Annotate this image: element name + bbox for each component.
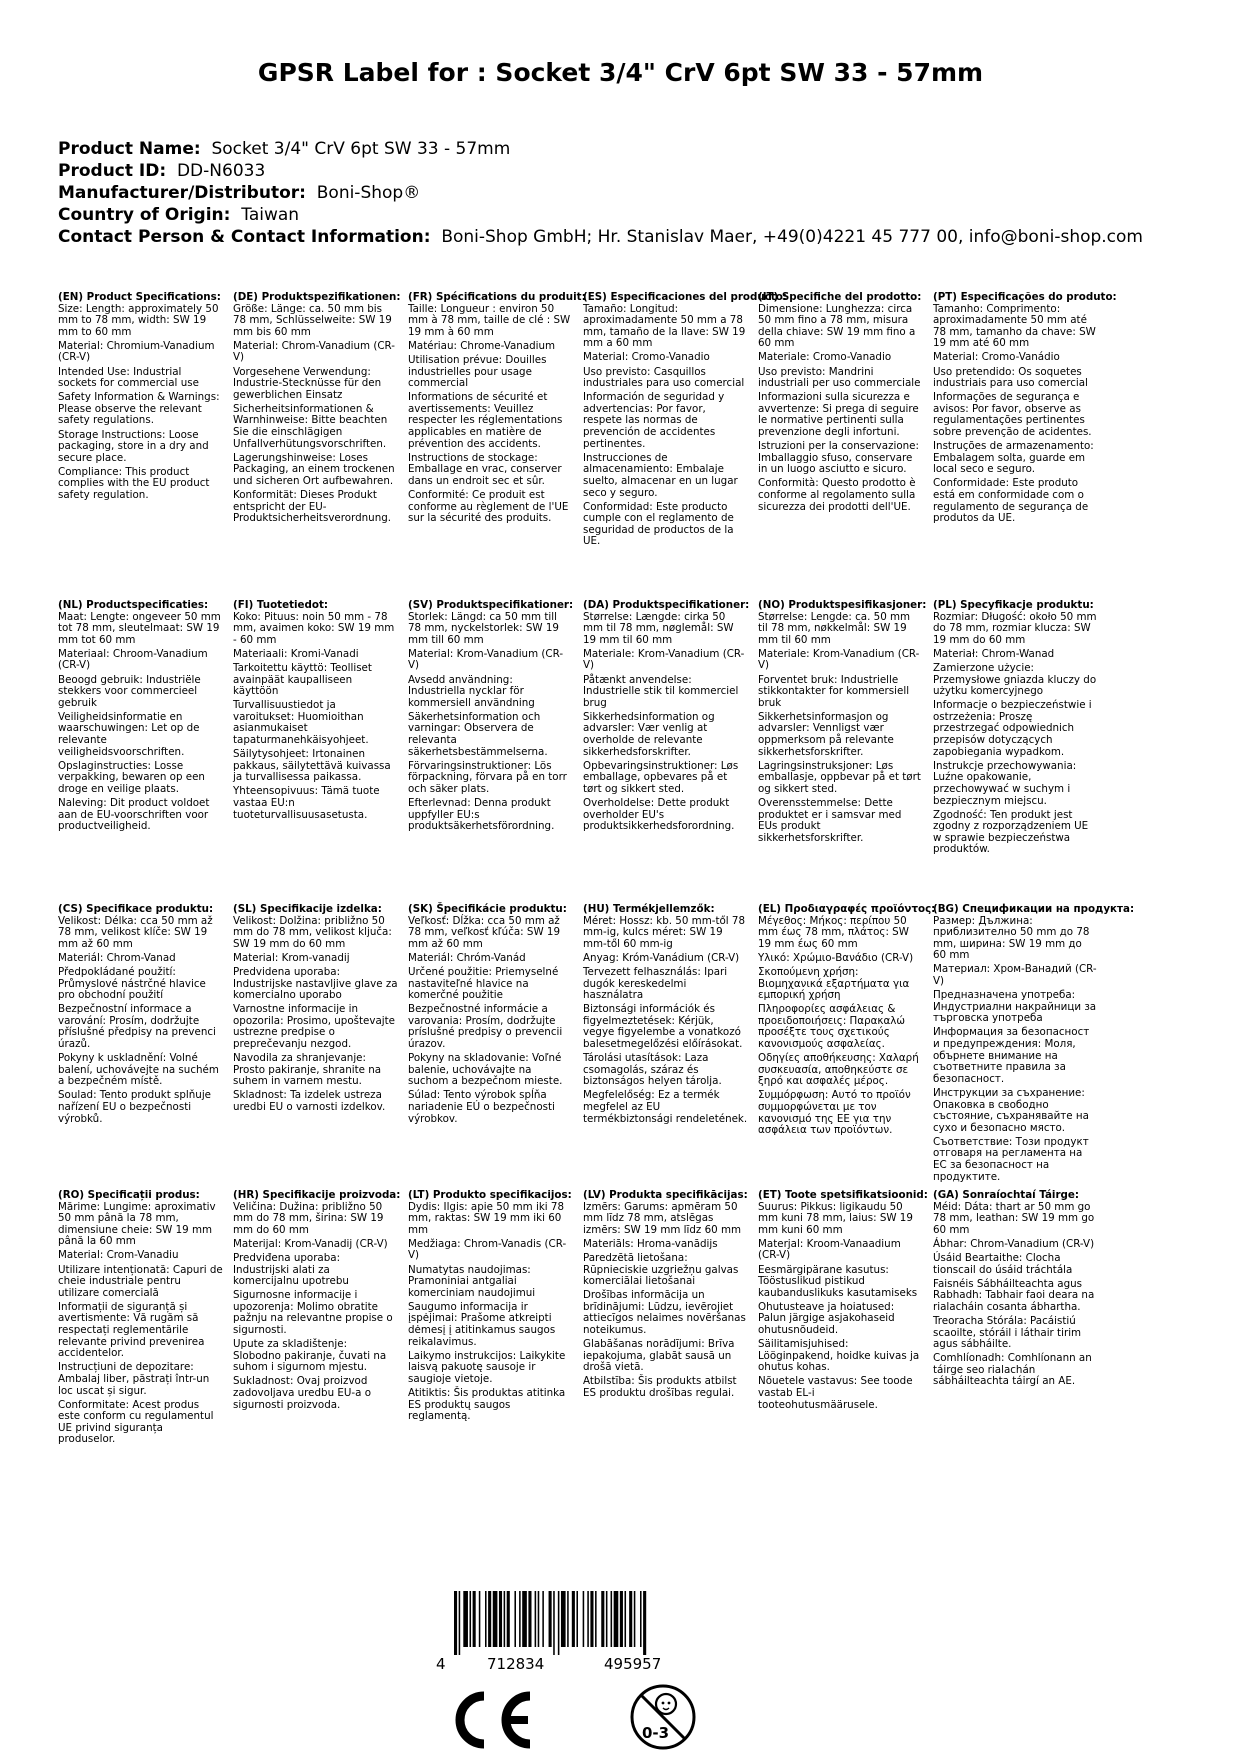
spec-paragraph: Paredzētā lietošana: Rūpnieciskie uzgriežņu galvas komerciālai lietošanai: [583, 1251, 739, 1288]
spec-paragraph: Sikkerhedsinformation og advarsler: Vær venlig at overholde de relevante sikkerhedsforskrifter.: [583, 710, 715, 758]
spec-paragraph: Informacje o bezpieczeństwie i ostrzeżenia: Proszę przestrzegać odpowiednich przepisów dotyczących zapobiegania wypadkom.: [933, 699, 1092, 758]
spec-heading: (ES) Especificaciones del producto:: [583, 291, 787, 303]
barcode-bar: [561, 1591, 566, 1647]
spec-paragraph: Sikkerhetsinformasjon og advarsler: Vennligst vær oppmerksom på relevante sikkerhetsforskrifter.: [758, 710, 894, 758]
barcode-bar: [514, 1591, 516, 1647]
barcode-digit-first: 4: [436, 1655, 446, 1671]
spec-paragraph: Σκοπούμενη χρήση: Βιομηχανικά εξαρτήματα για εμπορική χρήση: [758, 965, 910, 1002]
spec-paragraph: Varnostne informacije in opozorila: Prosimo, upoštevajte ustrezne predpise o preprečevanju nezgod.: [233, 1003, 396, 1051]
spec-paragraph: Materiale: Cromo-Vanadio: [758, 351, 892, 364]
spec-paragraph: Utilizare intenționată: Capuri de cheie industriale pentru utilizare comercială: [58, 1263, 223, 1299]
barcode-bar: [528, 1591, 531, 1647]
spec-paragraph: Materiał: Chrom-Wanad: [933, 647, 1055, 660]
spec-paragraph: Förvaringsinstruktioner: Lös förpackning, förvara på en torr och säker plats.: [408, 759, 567, 795]
barcode-bar: [549, 1591, 552, 1647]
spec-heading: (NL) Productspecificaties:: [58, 599, 209, 611]
info-value: Boni-Shop GmbH; Hr. Stanislav Maer, +49(0)4221 45 777 00, info@boni-shop.com: [441, 227, 1143, 247]
spec-paragraph: Tamanho: Comprimento: aproximadamente 50 mm até 78 mm, tamanho da chave: SW 19 mm até 60 mm: [933, 302, 1096, 350]
spec-paragraph: Lagerungshinweise: Loses Packaging, an einem trockenen und sicheren Ort aufbewahren.: [233, 451, 395, 487]
spec-column: [58, 904, 223, 1128]
spec-paragraph: Veličina: Dužina: približno 50 mm do 78 mm, širina: SW 19 mm do 60 mm: [233, 1200, 384, 1236]
spec-heading: (LV) Produkta specifikācijas:: [583, 1189, 748, 1201]
spec-paragraph: Efterlevnad: Denna produkt uppfyller EU:s produktsäkerhetsförordning.: [408, 797, 555, 833]
spec-paragraph: Informations de sécurité et avertissements: Veuillez respecter les réglementations applicables en matière de prévention des accidents.: [408, 391, 563, 450]
spec-column: [408, 291, 586, 527]
spec-paragraph: Materijal: Krom-Vanadij (CR-V): [233, 1237, 388, 1250]
spec-paragraph: Comhlíonadh: Comhlíonann an táirge seo rialachán sábháilteachta táirgí an AE.: [933, 1352, 1092, 1388]
spec-paragraph: Overholdelse: Dette produkt overholder EU's produktsikkerhedsforordning.: [583, 797, 735, 833]
spec-paragraph: Instrukcje przechowywania: Luźne opakowanie, przechowywać w suchym i bezpiecznym miejscu.: [933, 759, 1077, 807]
spec-paragraph: Utilisation prévue: Douilles industrielles pour usage commercial: [408, 353, 547, 390]
spec-paragraph: Veľkosť: Dĺžka: cca 50 mm až 78 mm, veľkosť kľúča: SW 19 mm až 60 mm: [408, 914, 560, 950]
spec-paragraph: Yhteensopivuus: Tämä tuote vastaa EU:n tuoteturvallisuusasetusta.: [233, 785, 380, 821]
barcode-bar: [459, 1591, 461, 1655]
barcode-bar: [601, 1591, 604, 1647]
spec-paragraph: Intended Use: Industrial sockets for commercial use: [58, 365, 199, 390]
spec-heading: (ET) Toote spetsifikatsioonid:: [758, 1189, 928, 1201]
spec-paragraph: Atbilstība: Šis produkts atbilst ES produktu drošības regulai.: [583, 1375, 737, 1399]
spec-paragraph: Materiāls: Hroma-vanādijs: [583, 1237, 718, 1250]
spec-row: [58, 904, 1238, 1184]
spec-paragraph: Säilitamisjuhised: Lööginpakend, hoidke kuivas ja ohutus kohas.: [758, 1338, 920, 1374]
spec-paragraph: Zamierzone użycie: Przemysłowe gniazda kluczy do użytku komercyjnego: [933, 661, 1097, 698]
spec-paragraph: Drošības informācija un brīdinājumi: Lūdzu, ievērojiet attiecīgos nelaimes novēršanas noteikumus.: [583, 1289, 746, 1337]
spec-heading: (SL) Specifikacije izdelka:: [233, 903, 382, 915]
spec-paragraph: Skladnost: Ta izdelek ustreza uredbi EU o varnosti izdelkov.: [233, 1089, 386, 1113]
barcode-bar: [522, 1591, 527, 1647]
spec-paragraph: Opbevaringsinstruktioner: Løs emballage, opbevares på et tørt og sikkert sted.: [583, 759, 739, 795]
spec-heading: (DE) Produktspezifikationen:: [233, 291, 401, 303]
spec-paragraph: Uso previsto: Casquillos industriales para uso comercial: [583, 365, 745, 390]
info-label: Product Name:: [58, 139, 201, 159]
info-value: Socket 3/4" CrV 6pt SW 33 - 57mm: [211, 139, 511, 159]
barcode-bar: [558, 1591, 560, 1655]
spec-paragraph: Méid: Dáta: thart ar 50 mm go 78 mm, leathan: SW 19 mm go 60 mm: [933, 1200, 1095, 1236]
spec-paragraph: Saugumo informacija ir įspėjimai: Prašome atkreipti dėmesį į atitinkamus saugos reikalavimus.: [408, 1300, 556, 1348]
spec-heading: (LT) Produkto specifikacijos:: [408, 1189, 572, 1201]
spec-paragraph: Avsedd användning: Industriella nycklar för kommersiell användning: [408, 673, 535, 709]
spec-column: [583, 600, 748, 835]
spec-column: [233, 1189, 401, 1414]
spec-paragraph: Size: Length: approximately 50 mm to 78 mm, width: SW 19 mm to 60 mm: [58, 302, 219, 338]
barcode-bar: [634, 1591, 636, 1647]
spec-heading: (EL) Προδιαγραφές προϊόντος:: [758, 903, 936, 915]
spec-paragraph: Predvidena uporaba: Industrijske nastavljive glave za komercialno uporabo: [233, 965, 398, 1002]
spec-paragraph: Material: Krom-Vanadium (CR-V): [408, 647, 564, 672]
info-label: Contact Person & Contact Information:: [58, 227, 431, 247]
barcode-bar: [499, 1591, 502, 1647]
spec-paragraph: Påtænkt anvendelse: Industrielle stik til kommerciel brug: [583, 673, 739, 709]
spec-paragraph: Tarkoitettu käyttö: Teolliset avainpäät kaupalliseen käyttöön: [233, 661, 372, 698]
spec-heading: (PT) Especificações do produto:: [933, 291, 1117, 303]
spec-heading: (PL) Specyfikacje produktu:: [933, 599, 1094, 611]
spec-paragraph: Rozmiar: Długość: około 50 mm do 78 mm, rozmiar klucza: SW 19 mm do 60 mm: [933, 610, 1097, 646]
spec-paragraph: Velikost: Dolžina: približno 50 mm do 78 mm, velikost ključa: SW 19 mm do 60 mm: [233, 914, 392, 950]
spec-paragraph: Předpokládané použití: Průmyslové nástrčné hlavice pro obchodní použití: [58, 965, 206, 1002]
spec-column: [583, 291, 787, 550]
spec-paragraph: Υλικό: Χρώμιο-Βανάδιο (CR-V): [758, 951, 914, 964]
spec-paragraph: Koko: Pituus: noin 50 mm - 78 mm, avaimen koko: SW 19 mm - 60 mm: [233, 610, 395, 646]
spec-paragraph: Материал: Хром-Ванадий (CR-V): [933, 963, 1097, 988]
spec-paragraph: Informazioni sulla sicurezza e avvertenze: Si prega di seguire le normative pertinenti sulla prevenzione degli infortuni.: [758, 391, 919, 439]
spec-paragraph: Tervezett felhasználás: Ipari dugók kereskedelmi használatra: [583, 965, 728, 1002]
spec-paragraph: Μέγεθος: Μήκος: περίπου 50 mm έως 78 mm, πλάτος: SW 19 mm έως 60 mm: [758, 914, 909, 950]
spec-column: [933, 1190, 1098, 1391]
barcode-bar: [640, 1591, 642, 1647]
spec-column: [933, 600, 1098, 858]
spec-paragraph: Storage Instructions: Loose packaging, store in a dry and secure place.: [58, 428, 209, 464]
spec-paragraph: Tamaño: Longitud: aproximadamente 50 mm a 78 mm, tamaño de la llave: SW 19 mm a 60 mm: [583, 302, 746, 350]
info-value: Taiwan: [241, 205, 300, 225]
page-title: GPSR Label for : Socket 3/4" CrV 6pt SW 33 - 57mm: [257, 58, 984, 87]
spec-paragraph: Uso previsto: Mandrini industriali per uso commerciale: [758, 365, 921, 390]
spec-paragraph: Dydis: Ilgis: apie 50 mm iki 78 mm, raktas: SW 19 mm iki 60 mm: [408, 1200, 565, 1236]
spec-heading: (EN) Product Specifications:: [58, 291, 221, 303]
spec-row: [58, 292, 1238, 592]
spec-paragraph: Tárolási utasítások: Laza csomagolás, száraz és biztonságos helyen tárolja.: [583, 1052, 722, 1088]
spec-column: [583, 904, 748, 1128]
spec-paragraph: Größe: Länge: ca. 50 mm bis 78 mm, Schlüsselweite: SW 19 mm bis 60 mm: [233, 302, 392, 338]
spec-heading: (FI) Tuotetiedot:: [233, 599, 328, 611]
info-product-id: [58, 160, 1198, 182]
spec-paragraph: Material: Chromium-Vanadium (CR-V): [58, 339, 215, 364]
barcode-bar: [542, 1591, 544, 1647]
spec-paragraph: Ohutusteave ja hoiatused: Palun järgige asjakohaseid ohutusnõudeid.: [758, 1300, 895, 1337]
spec-paragraph: Размер: Дължина: приблизително 50 mm до 78 mm, ширина: SW 19 mm до 60 mm: [933, 914, 1090, 962]
spec-paragraph: Nõuetele vastavus: See toode vastab EL-i tooteohutusmäärusele.: [758, 1375, 913, 1411]
info-product-name: [58, 138, 1198, 160]
spec-paragraph: Materiaali: Kromi-Vanadi: [233, 647, 359, 660]
spec-heading: (DA) Produktspecifikationer:: [583, 599, 750, 611]
spec-heading: (GA) Sonraíochtaí Táirge:: [933, 1189, 1080, 1201]
spec-paragraph: Predviđena uporaba: Industrijski alati za komercijalnu upotrebu: [233, 1251, 349, 1288]
spec-paragraph: Ábhar: Chrom-Vanadium (CR-V): [933, 1237, 1095, 1250]
barcode-bar: [583, 1591, 585, 1647]
ean-barcode: [432, 1591, 722, 1671]
spec-paragraph: Méret: Hossz: kb. 50 mm-től 78 mm-ig, kulcs méret: SW 19 mm-től 60 mm-ig: [583, 914, 746, 950]
spec-paragraph: Materiale: Krom-Vanadium (CR-V): [758, 647, 920, 672]
spec-paragraph: Informações de segurança e avisos: Por favor, observe as regulamentações pertinentes sobre prevenção de acidentes.: [933, 391, 1092, 439]
spec-paragraph: Úsáid Beartaithe: Clocha tionscail do úsáid tráchtála: [933, 1251, 1073, 1276]
spec-column: [408, 1190, 573, 1425]
spec-paragraph: Предназначена употреба: Индустриални накрайници за търговска употреба: [933, 989, 1097, 1025]
barcode-bar: [485, 1591, 487, 1647]
spec-paragraph: Beoogd gebruik: Industriële stekkers voor commercieel gebruik: [58, 673, 201, 709]
barcode-bar: [470, 1591, 472, 1647]
barcode-bar: [454, 1591, 457, 1655]
spec-paragraph: Uso pretendido: Os soquetes industriais para uso comercial: [933, 365, 1088, 390]
spec-paragraph: Glabāšanas norādījumi: Brīva iepakojuma, glabāt sausā un drošā vietā.: [583, 1338, 735, 1374]
spec-paragraph: Istruzioni per la conservazione: Imballaggio sfuso, conservare in un luogo asciutto e sicuro.: [758, 440, 919, 476]
spec-heading: (HU) Termékjellemzők:: [583, 903, 715, 915]
barcode-bar: [479, 1591, 481, 1647]
barcode-bar: [572, 1591, 575, 1647]
spec-paragraph: Zgodność: Ten produkt jest zgodny z rozporządzeniem UE w sprawie bezpieczeństwa produktów.: [933, 808, 1089, 856]
spec-paragraph: Upute za skladištenje: Slobodno pakiranje, čuvati na suhom i sigurnom mjestu.: [233, 1338, 387, 1374]
spec-heading: (FR) Spécifications du produit:: [408, 291, 586, 303]
spec-column: [408, 600, 573, 835]
spec-paragraph: Materiál: Chrom-Vanad: [58, 951, 176, 964]
spec-paragraph: Vorgesehene Verwendung: Industrie-Stecknüsse für den gewerblichen Einsatz: [233, 365, 382, 401]
spec-paragraph: Safety Information & Warnings: Please observe the relevant safety regulations.: [58, 391, 220, 427]
spec-paragraph: Pokyny k uskladnění: Volné balení, uchovávejte na suchém a bezpečném místě.: [58, 1052, 219, 1088]
spec-paragraph: Eesmärgipärane kasutus: Tööstuslikud pistikud kaubanduslikuks kasutamiseks: [758, 1263, 918, 1299]
spec-paragraph: Velikost: Délka: cca 50 mm až 78 mm, velikost klíče: SW 19 mm až 60 mm: [58, 914, 213, 950]
spec-paragraph: Pokyny na skladovanie: Voľné balenie, uchovávajte na suchom a bezpečnom mieste.: [408, 1052, 563, 1088]
spec-paragraph: Megfelelőség: Ez a termék megfelel az EU termékbiztonsági rendeletének.: [583, 1089, 748, 1125]
barcode-bar: [576, 1591, 578, 1647]
info-country: [58, 204, 1198, 226]
barcode-digits-left: 712834: [487, 1655, 545, 1671]
spec-paragraph: Maat: Lengte: ongeveer 50 mm tot 78 mm, sleutelmaat: SW 19 mm tot 60 mm: [58, 610, 221, 646]
spec-heading: (NO) Produktspesifikasjoner:: [758, 599, 927, 611]
spec-column: [933, 903, 1135, 1186]
spec-paragraph: Conformità: Questo prodotto è conforme al regolamento sulla sicurezza dei prodotti dell'UE.: [758, 477, 916, 513]
spec-paragraph: Οδηγίες αποθήκευσης: Χαλαρή συσκευασία, αποθηκεύστε σε ξηρό και ασφαλές μέρος.: [758, 1052, 919, 1088]
spec-paragraph: Naleving: Dit product voldoet aan de EU-voorschriften voor productveiligheid.: [58, 797, 210, 833]
spec-paragraph: Πληροφορίες ασφάλειας & προειδοποιήσεις: Παρακαλώ προσέξτε τους σχετικούς κανονισμούς ασφαλείας.: [758, 1003, 905, 1051]
spec-paragraph: Materiaal: Chroom-Vanadium (CR-V): [58, 647, 208, 672]
barcode-bar: [538, 1591, 540, 1647]
barcode-bar: [629, 1591, 632, 1647]
spec-paragraph: Bezpečnostní informace a varování: Prosím, dodržujte příslušné předpisy na prevenci úrazů.: [58, 1003, 216, 1051]
not-for-children-0-3-icon: [628, 1682, 698, 1752]
spec-paragraph: Medžiaga: Chrom-Vanadis (CR-V): [408, 1237, 567, 1262]
spec-paragraph: Sicherheitsinformationen & Warnhinweise: Bitte beachten Sie die einschlägigen Unfallverhütungsvorschriften.: [233, 402, 388, 450]
spec-paragraph: Materjal: Kroom-Vanaadium (CR-V): [758, 1237, 901, 1262]
info-label: Country of Origin:: [58, 205, 231, 225]
barcode-bar: [488, 1591, 491, 1647]
spec-heading: (RO) Specificații produs:: [58, 1189, 200, 1201]
spec-paragraph: Sukladnost: Ovaj proizvod zadovoljava uredbu EU-a o sigurnosti proizvoda.: [233, 1375, 372, 1411]
spec-paragraph: Størrelse: Længde: cirka 50 mm til 78 mm, nøglemål: SW 19 mm til 60 mm: [583, 610, 734, 646]
barcode-bar: [507, 1591, 510, 1647]
spec-paragraph: Инструкции за съхранение: Опаковка в свободно състояние, съхранявайте на сухо и безопасно място.: [933, 1086, 1089, 1134]
spec-column: [58, 292, 223, 504]
spec-column: [758, 1189, 928, 1414]
spec-paragraph: Conformitate: Acest produs este conform cu regulamentul UE privind siguranța produselor.: [58, 1398, 214, 1446]
spec-paragraph: Lagringsinstruksjoner: Løs emballasje, oppbevar på et tørt og sikkert sted.: [758, 759, 921, 795]
spec-paragraph: Instructions de stockage: Emballage en vrac, conserver dans un endroit sec et sûr.: [408, 451, 562, 487]
spec-paragraph: Säkerhetsinformation och varningar: Observera de relevanta säkerhetsbestämmelserna.: [408, 710, 548, 758]
spec-column: [58, 600, 223, 835]
barcode-bar: [606, 1591, 608, 1647]
barcode-digits-right: 495957: [604, 1655, 662, 1671]
spec-paragraph: Anyag: Króm-Vanádium (CR-V): [583, 951, 740, 964]
spec-paragraph: Storlek: Längd: ca 50 mm till 78 mm, nyckelstorlek: SW 19 mm till 60 mm: [408, 610, 559, 646]
barcode-bar: [587, 1591, 589, 1647]
spec-paragraph: Určené použitie: Priemyselné nastaviteľné hlavice na komerčné použitie: [408, 965, 559, 1002]
spec-column: [758, 599, 927, 847]
spec-paragraph: Størrelse: Lengde: ca. 50 mm til 78 mm, nøkkelmål: SW 19 mm til 60 mm: [758, 610, 911, 646]
spec-paragraph: Súlad: Tento výrobok spĺňa nariadenie EÚ o bezpečnosti výrobkov.: [408, 1089, 555, 1125]
barcode-bar: [595, 1591, 597, 1647]
info-contact: [58, 226, 1198, 248]
barcode-bar: [504, 1591, 506, 1647]
spec-paragraph: Materiale: Krom-Vanadium (CR-V): [583, 647, 745, 672]
barcode-bar: [611, 1591, 613, 1647]
spec-column: [583, 1190, 748, 1402]
barcode-bar: [535, 1591, 537, 1647]
spec-paragraph: Dimensione: Lunghezza: circa 50 mm fino a 78 mm, misura della chiave: SW 19 mm fino a 60 mm: [758, 302, 916, 350]
age-label: 0-3: [642, 1724, 670, 1742]
spec-row: [58, 1190, 1238, 1480]
barcode-bar: [473, 1591, 476, 1647]
spec-paragraph: Forventet bruk: Industrielle stikkontakter for kommersiell bruk: [758, 673, 910, 709]
spec-heading: (HR) Specifikacije proizvoda:: [233, 1189, 401, 1201]
spec-paragraph: Instruções de armazenamento: Embalagem solta, guarde em local seco e seguro.: [933, 440, 1094, 476]
product-info: [58, 138, 1198, 248]
spec-paragraph: Soulad: Tento produkt splňuje nařízení EU o bezpečnosti výrobků.: [58, 1089, 212, 1125]
info-value: Boni-Shop®: [316, 183, 421, 203]
spec-heading: (SV) Produktspecifikationer:: [408, 599, 574, 611]
spec-paragraph: Overensstemmelse: Dette produktet er i samsvar med EUs produkt sikkerhetsforskrifter.: [758, 797, 902, 844]
spec-paragraph: Laikymo instrukcijos: Laikykite laisvą pakuotę sausoje ir saugioje vietoje.: [408, 1349, 566, 1385]
barcode-bar: [614, 1591, 619, 1647]
info-value: DD-N6033: [176, 161, 266, 181]
spec-paragraph: Información de seguridad y advertencias: Por favor, respete las normas de prevención de accidentes pertinentes.: [583, 391, 725, 450]
spec-paragraph: Συμμόρφωση: Αυτό το προϊόν συμμορφώνεται με τον κανονισμό της ΕΕ για την ασφάλεια των προϊόντων.: [758, 1089, 911, 1137]
spec-paragraph: Material: Chrom-Vanadium (CR-V): [233, 339, 396, 364]
barcode-bar: [643, 1591, 646, 1655]
barcode-bar: [553, 1591, 555, 1655]
spec-paragraph: Informații de siguranță și avertismente: Vă rugăm să respectați reglementările relevante privind prevenirea accidentelor.: [58, 1300, 205, 1360]
spec-paragraph: Conformidad: Este producto cumple con el reglamento de seguridad de productos de la UE.: [583, 500, 734, 548]
spec-column: [933, 291, 1117, 527]
spec-paragraph: Säilytysohjeet: Irtonainen pakkaus, säilytettävä kuivassa ja turvallisessa paikassa.: [233, 748, 391, 784]
spec-paragraph: Material: Cromo-Vanádio: [933, 351, 1060, 364]
spec-column: [58, 1190, 223, 1448]
barcode-bar: [493, 1591, 498, 1647]
spec-paragraph: Veiligheidsinformatie en waarschuwingen: Let op de relevante veiligheidsvoorschriften.: [58, 710, 200, 758]
info-manufacturer: [58, 182, 1198, 204]
spec-paragraph: Matériau: Chrome-Vanadium: [408, 339, 556, 352]
spec-paragraph: Opslaginstructies: Losse verpakking, bewaren op een droge en veilige plaats.: [58, 759, 205, 795]
spec-paragraph: Instrucțiuni de depozitare: Ambalaj liber, păstrați într-un loc uscat și sigur.: [58, 1361, 210, 1397]
spec-paragraph: Konformität: Dieses Produkt entspricht der EU-Produktsicherheitsverordnung.: [233, 489, 392, 525]
spec-column: [233, 291, 401, 527]
spec-paragraph: Faisnéis Sábháilteachta agus Rabhadh: Tabhair faoi deara na rialacháin cosanta ábhartha.: [933, 1277, 1095, 1313]
spec-paragraph: Turvallisuustiedot ja varoitukset: Huomioithan asianmukaiset tapaturmanehkäisyohjeet.: [233, 699, 369, 747]
spec-paragraph: Sigurnosne informacije i upozorenja: Molimo obratite pažnju na relevantne propise o sigurnosti.: [233, 1289, 393, 1337]
spec-row: [58, 600, 1238, 900]
barcode-bar: [590, 1591, 593, 1647]
spec-paragraph: Mărime: Lungime: aproximativ 50 mm până la 78 mm, dimensiune cheie: SW 19 mm până la 60 mm: [58, 1200, 216, 1248]
info-label: Manufacturer/Distributor:: [58, 183, 306, 203]
spec-paragraph: Navodila za shranjevanje: Prosto pakiranje, shranite na suhem in varnem mestu.: [233, 1052, 382, 1088]
ce-mark-icon: [450, 1690, 536, 1750]
spec-paragraph: Material: Cromo-Vanadio: [583, 351, 710, 364]
barcode-bar: [620, 1591, 623, 1647]
spec-paragraph: Izmērs: Garums: apmēram 50 mm līdz 78 mm, atslēgas izmērs: SW 19 mm līdz 60 mm: [583, 1200, 742, 1236]
spec-column: [408, 904, 573, 1128]
spec-paragraph: Съответствие: Този продукт отговаря на регламента на ЕС за безопасност на продуктите.: [933, 1135, 1089, 1183]
spec-column: [758, 903, 936, 1139]
spec-paragraph: Информация за безопасност и предупреждения: Моля, обърнете внимание на съответните правила за безопасност.: [933, 1026, 1090, 1085]
spec-column: [233, 600, 398, 824]
barcode-bar: [519, 1591, 521, 1647]
barcode-bar: [625, 1591, 627, 1647]
spec-paragraph: Conformité: Ce produit est conforme au règlement de l'UE sur la sécurité des produits.: [408, 489, 569, 525]
barcode-bar: [463, 1591, 468, 1647]
spec-paragraph: Instrucciones de almacenamiento: Embalaje suelto, almacenar en un lugar seco y seguro.: [583, 451, 738, 499]
spec-column: [758, 292, 923, 516]
spec-heading: (CS) Specifikace produktu:: [58, 903, 214, 915]
barcode-bars: [454, 1591, 646, 1655]
spec-heading: (SK) Špecifikácie produktu:: [408, 903, 567, 915]
spec-heading: (BG) Спецификации на продукта:: [933, 903, 1135, 915]
spec-paragraph: Atitiktis: Šis produktas atitinka ES produktų saugos reglamentą.: [408, 1387, 566, 1423]
spec-paragraph: Conformidade: Este produto está em conformidade com o regulamento de segurança de produtos da UE.: [933, 477, 1089, 525]
spec-paragraph: Material: Crom-Vanadiu: [58, 1249, 179, 1262]
spec-paragraph: Material: Krom-vanadij: [233, 951, 350, 964]
spec-paragraph: Compliance: This product complies with the EU product safety regulation.: [58, 465, 210, 501]
spec-column: [233, 904, 398, 1116]
info-label: Product ID:: [58, 161, 167, 181]
spec-paragraph: Suurus: Pikkus: ligikaudu 50 mm kuni 78 mm, laius: SW 19 mm kuni 60 mm: [758, 1200, 913, 1236]
spec-paragraph: Biztonsági információk és figyelmeztetések: Kérjük, vegye figyelembe a vonatkozó balesetmegelőzési előírásokat.: [583, 1003, 743, 1051]
spec-paragraph: Taille: Longueur : environ 50 mm à 78 mm, taille de clé : SW 19 mm à 60 mm: [408, 302, 571, 338]
barcode-bar: [567, 1591, 569, 1647]
spec-paragraph: Numatytas naudojimas: Pramoniniai antgaliai komerciniam naudojimui: [408, 1263, 536, 1299]
spec-paragraph: Bezpečnostné informácie a varovania: Prosím, dodržujte príslušné predpisy o prevencii úrazov.: [408, 1003, 563, 1051]
spec-paragraph: Materiál: Chróm-Vanád: [408, 951, 526, 964]
spec-heading: (IT) Specifiche del prodotto:: [758, 291, 922, 303]
spec-paragraph: Treoracha Stórála: Pacáistiú scaoilte, stóráil i láthair tirim agus sábháilte.: [933, 1314, 1082, 1351]
